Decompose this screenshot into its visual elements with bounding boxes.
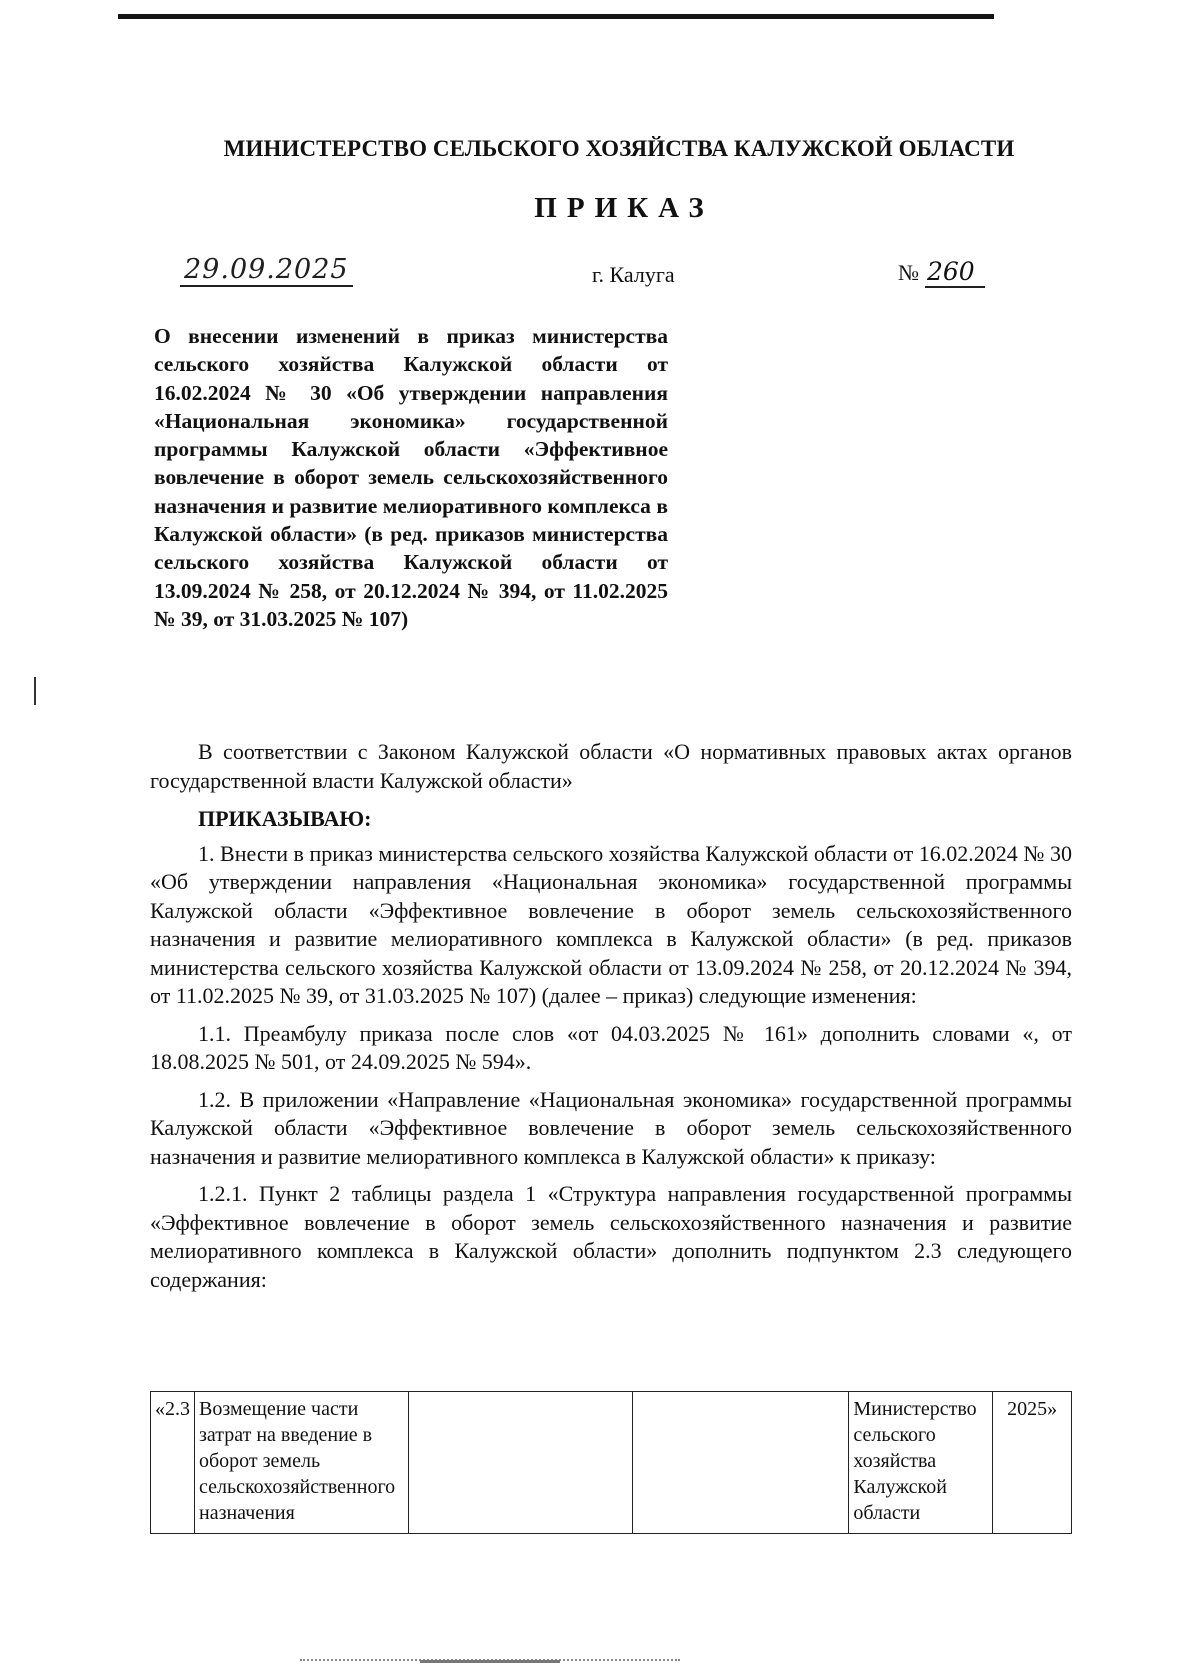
ministry-name: МИНИСТЕРСТВО СЕЛЬСКОГО ХОЗЯЙСТВА КАЛУЖСКОЙ ОБЛАСТИ [223,136,1015,161]
number-sign: № [898,260,919,285]
handwritten-date: 29.09.2025 [180,255,353,287]
city-label: г. Калуга [592,262,675,287]
paragraph-1: 1. Внести в приказ министерства сельского хозяйства Калужской области от 16.02.2024 № 30 «Об утверждении направления «Национальная экономика» государственной программы Калужской области «Эффективное вовлечение в оборот земель сельскохозяйственного назначения и развитие мелиоративного комплекса в Калужской области» (в ред. приказов министерства сельского хозяйства Калужской области от 13.09.2024 № 258, от 20.12.2024 № 394, от 11.02.2025 № 39, от 31.03.2025 № 107) (далее – приказ) следующие изменения: [150,840,1072,1008]
cell-item-number: «2.3 [151,1392,195,1534]
table-row [151,1392,1072,1534]
order-number [898,258,985,288]
decree-heading: ПРИКАЗЫВАЮ: [198,806,372,831]
cell-measure-name: Возмещение части затрат на введение в оборот земель сельскохозяйственного назначения [195,1392,409,1534]
cell-year: 2025» [993,1392,1072,1534]
scan-margin-mark [34,677,36,705]
paragraph-1-1: 1.1. Преамбулу приказа после слов «от 04.03.2025 № 161» дополнить словами «, от 18.08.2025 № 501, от 24.09.2025 № 594». [150,1020,1072,1074]
amendment-table [150,1391,1072,1534]
handwritten-number: 260 [925,258,985,288]
cell-empty-4 [632,1392,849,1534]
paragraph-1-2-1: 1.2.1. Пункт 2 таблицы раздела 1 «Структура направления государственной программы «Эффективное вовлечение в оборот земель сельскохозяйственного назначения и развитие мелиоративного комплекса в Калужской области» дополнить подпунктом 2.3 следующего содержания: [150,1181,1072,1292]
order-subject: О внесении изменений в приказ министерства сельского хозяйства Калужской области от 16.02.2024 № 30 «Об утверждении направления «Национальная экономика» государственной программы Калужской области «Эффективное вовлечение в оборот земель сельскохозяйственного назначения и развитие мелиоративного комплекса в Калужской области» (в ред. приказов министерства сельского хозяйства Калужской области от 13.09.2024 № 258, от 20.12.2024 № 394, от 11.02.2025 № 39, от 31.03.2025 № 107) [154,324,668,631]
order-body [150,738,1072,1294]
paragraph-1-2: 1.2. В приложении «Направление «Национальная экономика» государственной программы Калужской области «Эффективное вовлечение в оборот земель сельскохозяйственного назначения и развитие мелиоративного комплекса в Калужской области» к приказу: [150,1086,1072,1169]
cell-empty-3 [409,1392,633,1534]
scan-bottom-dash [420,1660,560,1663]
top-scan-rule [118,14,994,19]
document-type-title: ПРИКАЗ [534,192,714,224]
preamble-paragraph: В соответствии с Законом Калужской области «О нормативных правовых актах органов государственной власти Калужской области» [150,739,1072,793]
cell-responsible: Министерство сельского хозяйства Калужской области [849,1392,993,1534]
